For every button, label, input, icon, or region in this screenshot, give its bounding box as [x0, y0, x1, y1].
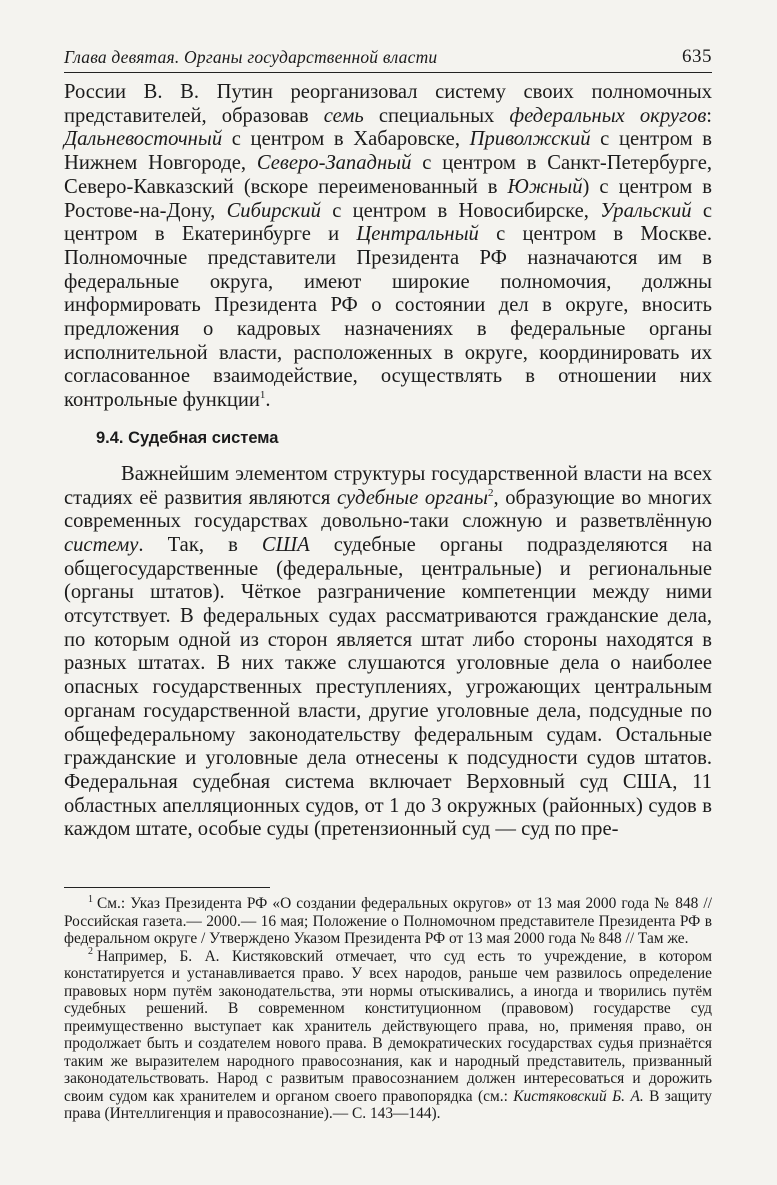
text-span: с центром в Нижнем Новгороде,	[64, 128, 712, 175]
text-span: с центром в Новосибирске,	[320, 199, 601, 222]
text-span: с центром в Москве. Полномочные представители Президента РФ назначаются им в федеральные округа, имеют широкие полномочия, должны информировать Президента РФ о состоянии дел в округе, вносить предложения о кадровых назначениях в федеральные органы исполнительной власти, расположенных в округе, координировать их согласованное взаимодействие, осуществлять в отношении них контрольные функции	[64, 223, 712, 412]
footnote-author: Кистяковский Б. А.	[513, 1087, 644, 1105]
text-span: с центром в Санкт-Петербурге, Северо-Кавказский (вскоре переименованный в	[64, 152, 712, 198]
footnote-2	[64, 948, 712, 1123]
footnote-number: 2	[88, 946, 93, 958]
paragraph-judicial-system	[64, 463, 712, 842]
emphasis: Северо-Западный	[256, 152, 412, 175]
emphasis: Приволжский	[469, 128, 591, 151]
header-rule	[64, 72, 712, 73]
text-span: с центром в Екатеринбурге и	[64, 199, 713, 246]
emphasis: Уральский	[600, 199, 692, 222]
emphasis: Сибирский	[226, 199, 321, 222]
text-span: Важнейшим элементом структуры государственной власти на всех стадиях её развития являются	[64, 462, 712, 509]
text-span: России В. В. Путин реорганизовал систему своих полномочных представителей, образовав	[64, 81, 712, 127]
chapter-title: Глава девятая. Органы государственной власти	[64, 47, 438, 67]
emphasis: судебные органы	[336, 486, 488, 509]
text-span: специальных	[363, 104, 510, 127]
paragraph-federal-districts	[64, 81, 712, 413]
running-head	[64, 38, 712, 68]
emphasis: федеральных округов	[509, 104, 707, 127]
footnote-number: 1	[88, 893, 93, 905]
text-span: ) с центром в Ростове-на-Дону,	[64, 175, 712, 222]
footnote-text: Например, Б. А. Кистяковский отмечает, что суд есть то учреждение, в котором констатируется и устанавливается право. У всех народов, раньше чем развилось определение правовых норм путём законодательства, эти нормы отыскивались, а иногда и творились путём судебных решений. В современном конституционном (правовом) государстве суд преимущественно выступает как хранитель действующего права, но, применяя право, он продолжает быть и создателем нового права. В демократических государствах судья признаётся таким же выразителем народного правосознания, как и народный представитель, призванный законодательствовать. Народ с развитым правосознанием должен интересоваться и дорожить своим судом как хранителем и органом своего правопорядка (см.:	[64, 947, 712, 1105]
footnote-text: См.: Указ Президента РФ «О создании федеральных округов» от 13 мая 2000 года № 848 // Российская газета.— 2000.— 16 мая; Положение о Полномочном представителе Президента РФ в федеральном округе / Утверждено Указом Президента РФ от 13 мая 2000 года № 848 // Там же.	[64, 895, 712, 948]
footnote-ref[interactable]: 2	[487, 486, 494, 499]
book-page	[64, 38, 712, 1123]
emphasis: США	[261, 533, 310, 556]
footnote-ref[interactable]: 1	[259, 389, 266, 402]
emphasis: семь	[323, 104, 364, 127]
text-span: .	[265, 389, 271, 412]
emphasis: Южный	[507, 175, 583, 198]
footnote-rule	[64, 887, 270, 888]
footnote-1	[64, 895, 712, 948]
page-number: 635	[682, 46, 712, 67]
section-heading: 9.4. Судебная система	[96, 428, 279, 447]
text-span: судебные органы подразделяются на общегосударственные (федеральные, центральные) и региональные (органы штатов). Чёткое разграничение компетенции между ними отсутствует. В федеральных судах рассматриваются гражданские дела, по которым одной из сторон является штат либо стороны находятся в разных штатах. В них также слушаются уголовные дела о наиболее опасных государственных преступлениях, угрожающих центральным органам государственной власти, другие уголовные дела, подсудные по общефедеральному законодательству федеральным судам. Остальные гражданские и уголовные дела отнесены к подсудности судов штатов. Федеральная судебная система включает Верховный суд США, 11 областных апелляционных судов, от 1 до 3 окружных (районных) судов в каждом штате, особые суды (претензионный суд — суд по пре-	[64, 533, 712, 841]
emphasis: Центральный	[356, 223, 479, 246]
text-span: . Так, в	[138, 533, 262, 556]
emphasis: Дальневосточный	[64, 128, 223, 151]
text-span: :	[706, 104, 712, 127]
text-span: с центром в Хабаровске,	[222, 128, 470, 151]
emphasis: систему	[64, 533, 139, 556]
footnote-text: В защиту права (Интеллигенция и правосознание).— С. 143—144).	[64, 1087, 712, 1123]
text-span: , образующие во многих современных государствах довольно-таки сложную и разветвлённую	[64, 486, 712, 533]
